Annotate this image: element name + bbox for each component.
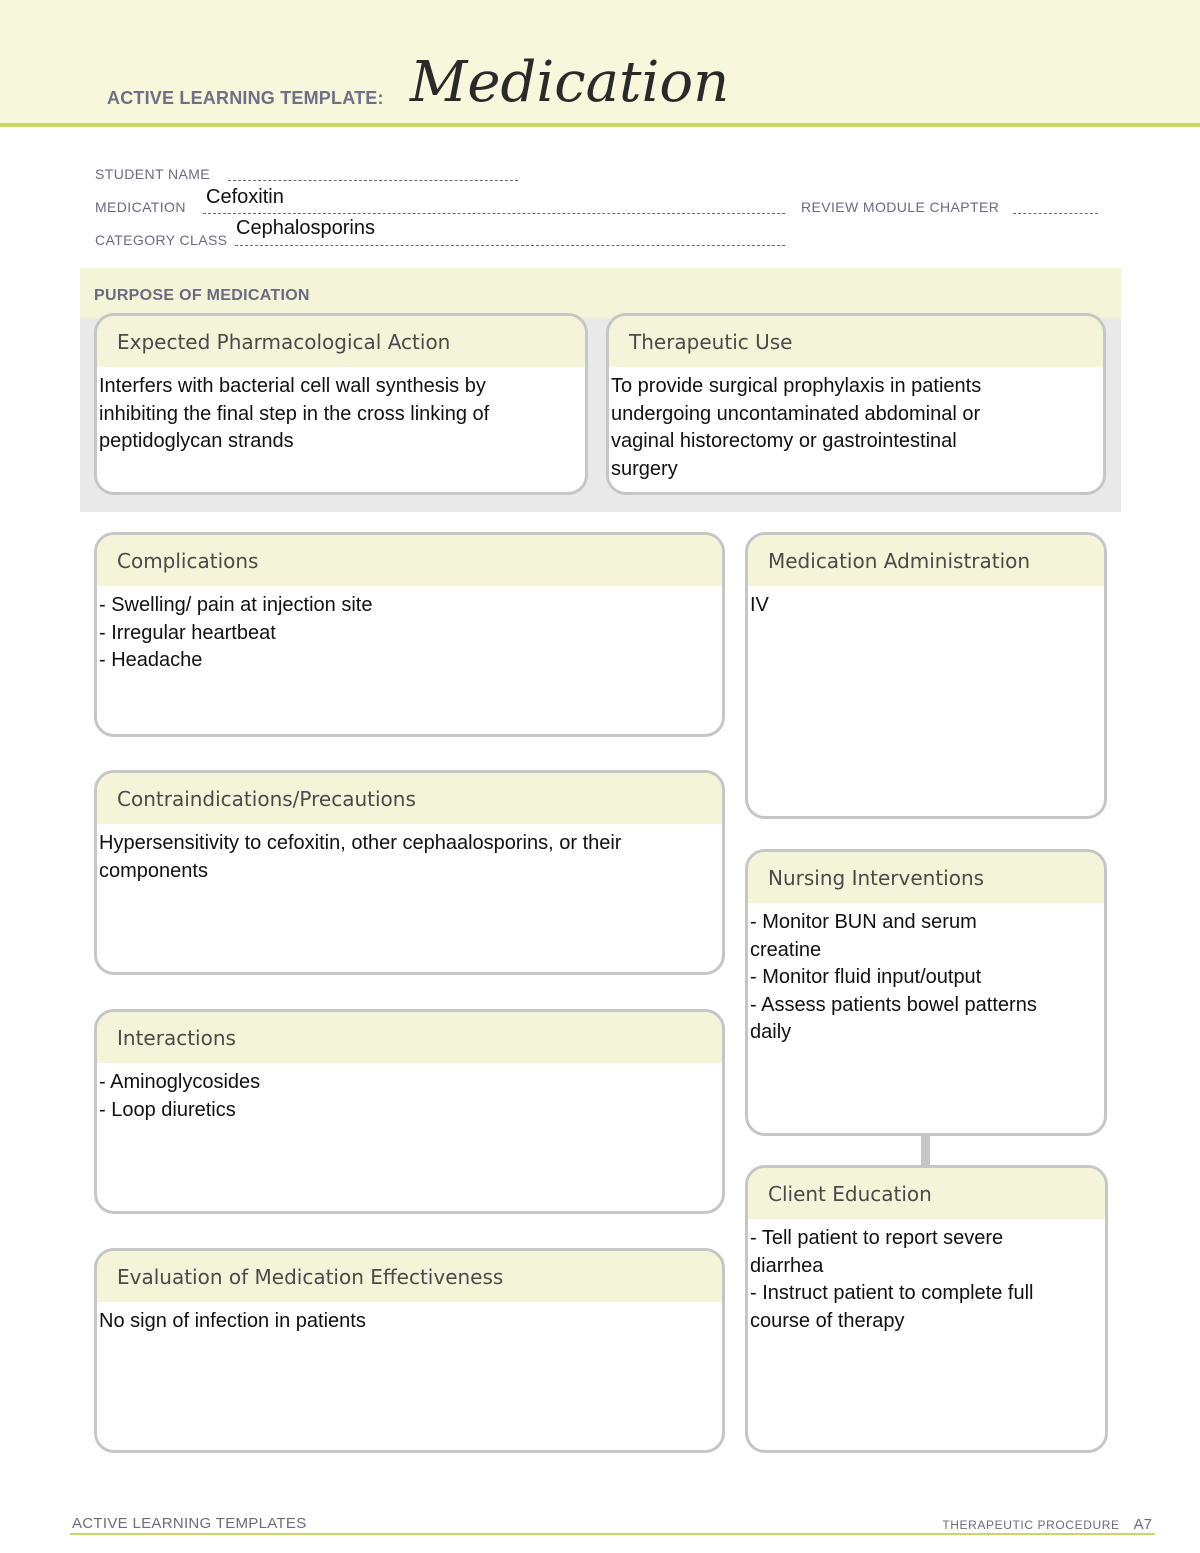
complications-title: Complications (97, 535, 722, 588)
category-class-line[interactable] (235, 245, 785, 246)
template-label: ACTIVE LEARNING TEMPLATE: (107, 88, 384, 108)
text-line: To provide surgical prophylaxis in patients (611, 375, 982, 397)
therapeutic-use-card (606, 313, 1106, 495)
text-line: - Monitor fluid input/output (750, 966, 982, 988)
text-line: surgery (611, 457, 678, 480)
text-line: IV (750, 594, 769, 616)
expected-action-card (94, 313, 588, 495)
evaluation-text[interactable] (97, 1304, 722, 1336)
footer-right-label: THERAPEUTIC PROCEDURE (942, 1518, 1120, 1532)
card-connector (921, 1134, 930, 1166)
category-class-value[interactable]: Cephalosporins (236, 217, 375, 239)
text-line: course of therapy (750, 1309, 905, 1332)
medication-administration-title: Medication Administration (748, 535, 1104, 588)
footer-right (942, 1516, 1152, 1533)
footer-left: ACTIVE LEARNING TEMPLATES (72, 1515, 307, 1532)
text-line: - Swelling/ pain at injection site (99, 594, 373, 616)
client-education-card (745, 1165, 1108, 1453)
text-line: components (99, 859, 208, 882)
complications-card (94, 532, 725, 737)
purpose-label: PURPOSE OF MEDICATION (94, 287, 310, 304)
text-line: diarrhea (750, 1254, 824, 1277)
evaluation-card (94, 1248, 725, 1453)
medication-administration-text[interactable] (748, 588, 1104, 620)
student-name-label: STUDENT NAME (95, 166, 210, 182)
nursing-interventions-text[interactable] (748, 905, 1104, 1047)
text-line: No sign of infection in patients (99, 1310, 366, 1332)
interactions-card (94, 1009, 725, 1214)
therapeutic-use-text[interactable] (609, 369, 1103, 483)
contraindications-card (94, 770, 725, 975)
text-line: creatine (750, 938, 822, 961)
header-rule (0, 123, 1200, 127)
text-line: - Aminoglycosides (99, 1071, 261, 1093)
text-line: daily (750, 1021, 792, 1043)
review-module-line[interactable] (1013, 213, 1098, 214)
interactions-title: Interactions (97, 1012, 722, 1065)
contraindications-title: Contraindications/Precautions (97, 773, 722, 826)
evaluation-title: Evaluation of Medication Effectiveness (97, 1251, 722, 1304)
expected-action-text[interactable] (97, 369, 585, 456)
text-line: inhibiting the final step in the cross linking of (99, 402, 490, 425)
review-module-label: REVIEW MODULE CHAPTER (801, 199, 1000, 215)
medication-value[interactable]: Cefoxitin (206, 186, 284, 208)
text-line: - Monitor BUN and serum (750, 911, 977, 933)
text-line: - Assess patients bowel patterns (750, 993, 1037, 1016)
text-line: Interfers with bacterial cell wall synthesis by (99, 375, 486, 397)
text-line: - Loop diuretics (99, 1098, 236, 1121)
text-line: Hypersensitivity to cefoxitin, other cephaalosporins, or their (99, 832, 622, 854)
contraindications-text[interactable] (97, 826, 722, 885)
footer-rule (70, 1533, 1155, 1535)
text-line: - Instruct patient to complete full (750, 1282, 1034, 1304)
category-class-label: CATEGORY CLASS (95, 232, 228, 248)
text-line: - Tell patient to report severe (750, 1227, 1004, 1249)
page-number: A7 (1133, 1516, 1152, 1533)
medication-administration-card (745, 532, 1107, 819)
text-line: vaginal historectomy or gastrointestinal (611, 430, 957, 452)
text-line: peptidoglycan strands (99, 430, 294, 452)
medication-line[interactable] (203, 213, 785, 214)
text-line: - Irregular heartbeat (99, 621, 276, 644)
student-name-line[interactable] (228, 180, 518, 181)
text-line: - Headache (99, 649, 203, 671)
client-education-text[interactable] (748, 1221, 1105, 1335)
nursing-interventions-title: Nursing Interventions (748, 852, 1104, 905)
interactions-text[interactable] (97, 1065, 722, 1124)
therapeutic-use-title: Therapeutic Use (609, 316, 1103, 369)
text-line: undergoing uncontaminated abdominal or (611, 402, 981, 425)
client-education-title: Client Education (748, 1168, 1105, 1221)
page-title: Medication (410, 50, 730, 115)
complications-text[interactable] (97, 588, 722, 675)
nursing-interventions-card (745, 849, 1107, 1136)
expected-action-title: Expected Pharmacological Action (97, 316, 585, 369)
medication-label: MEDICATION (95, 199, 186, 215)
